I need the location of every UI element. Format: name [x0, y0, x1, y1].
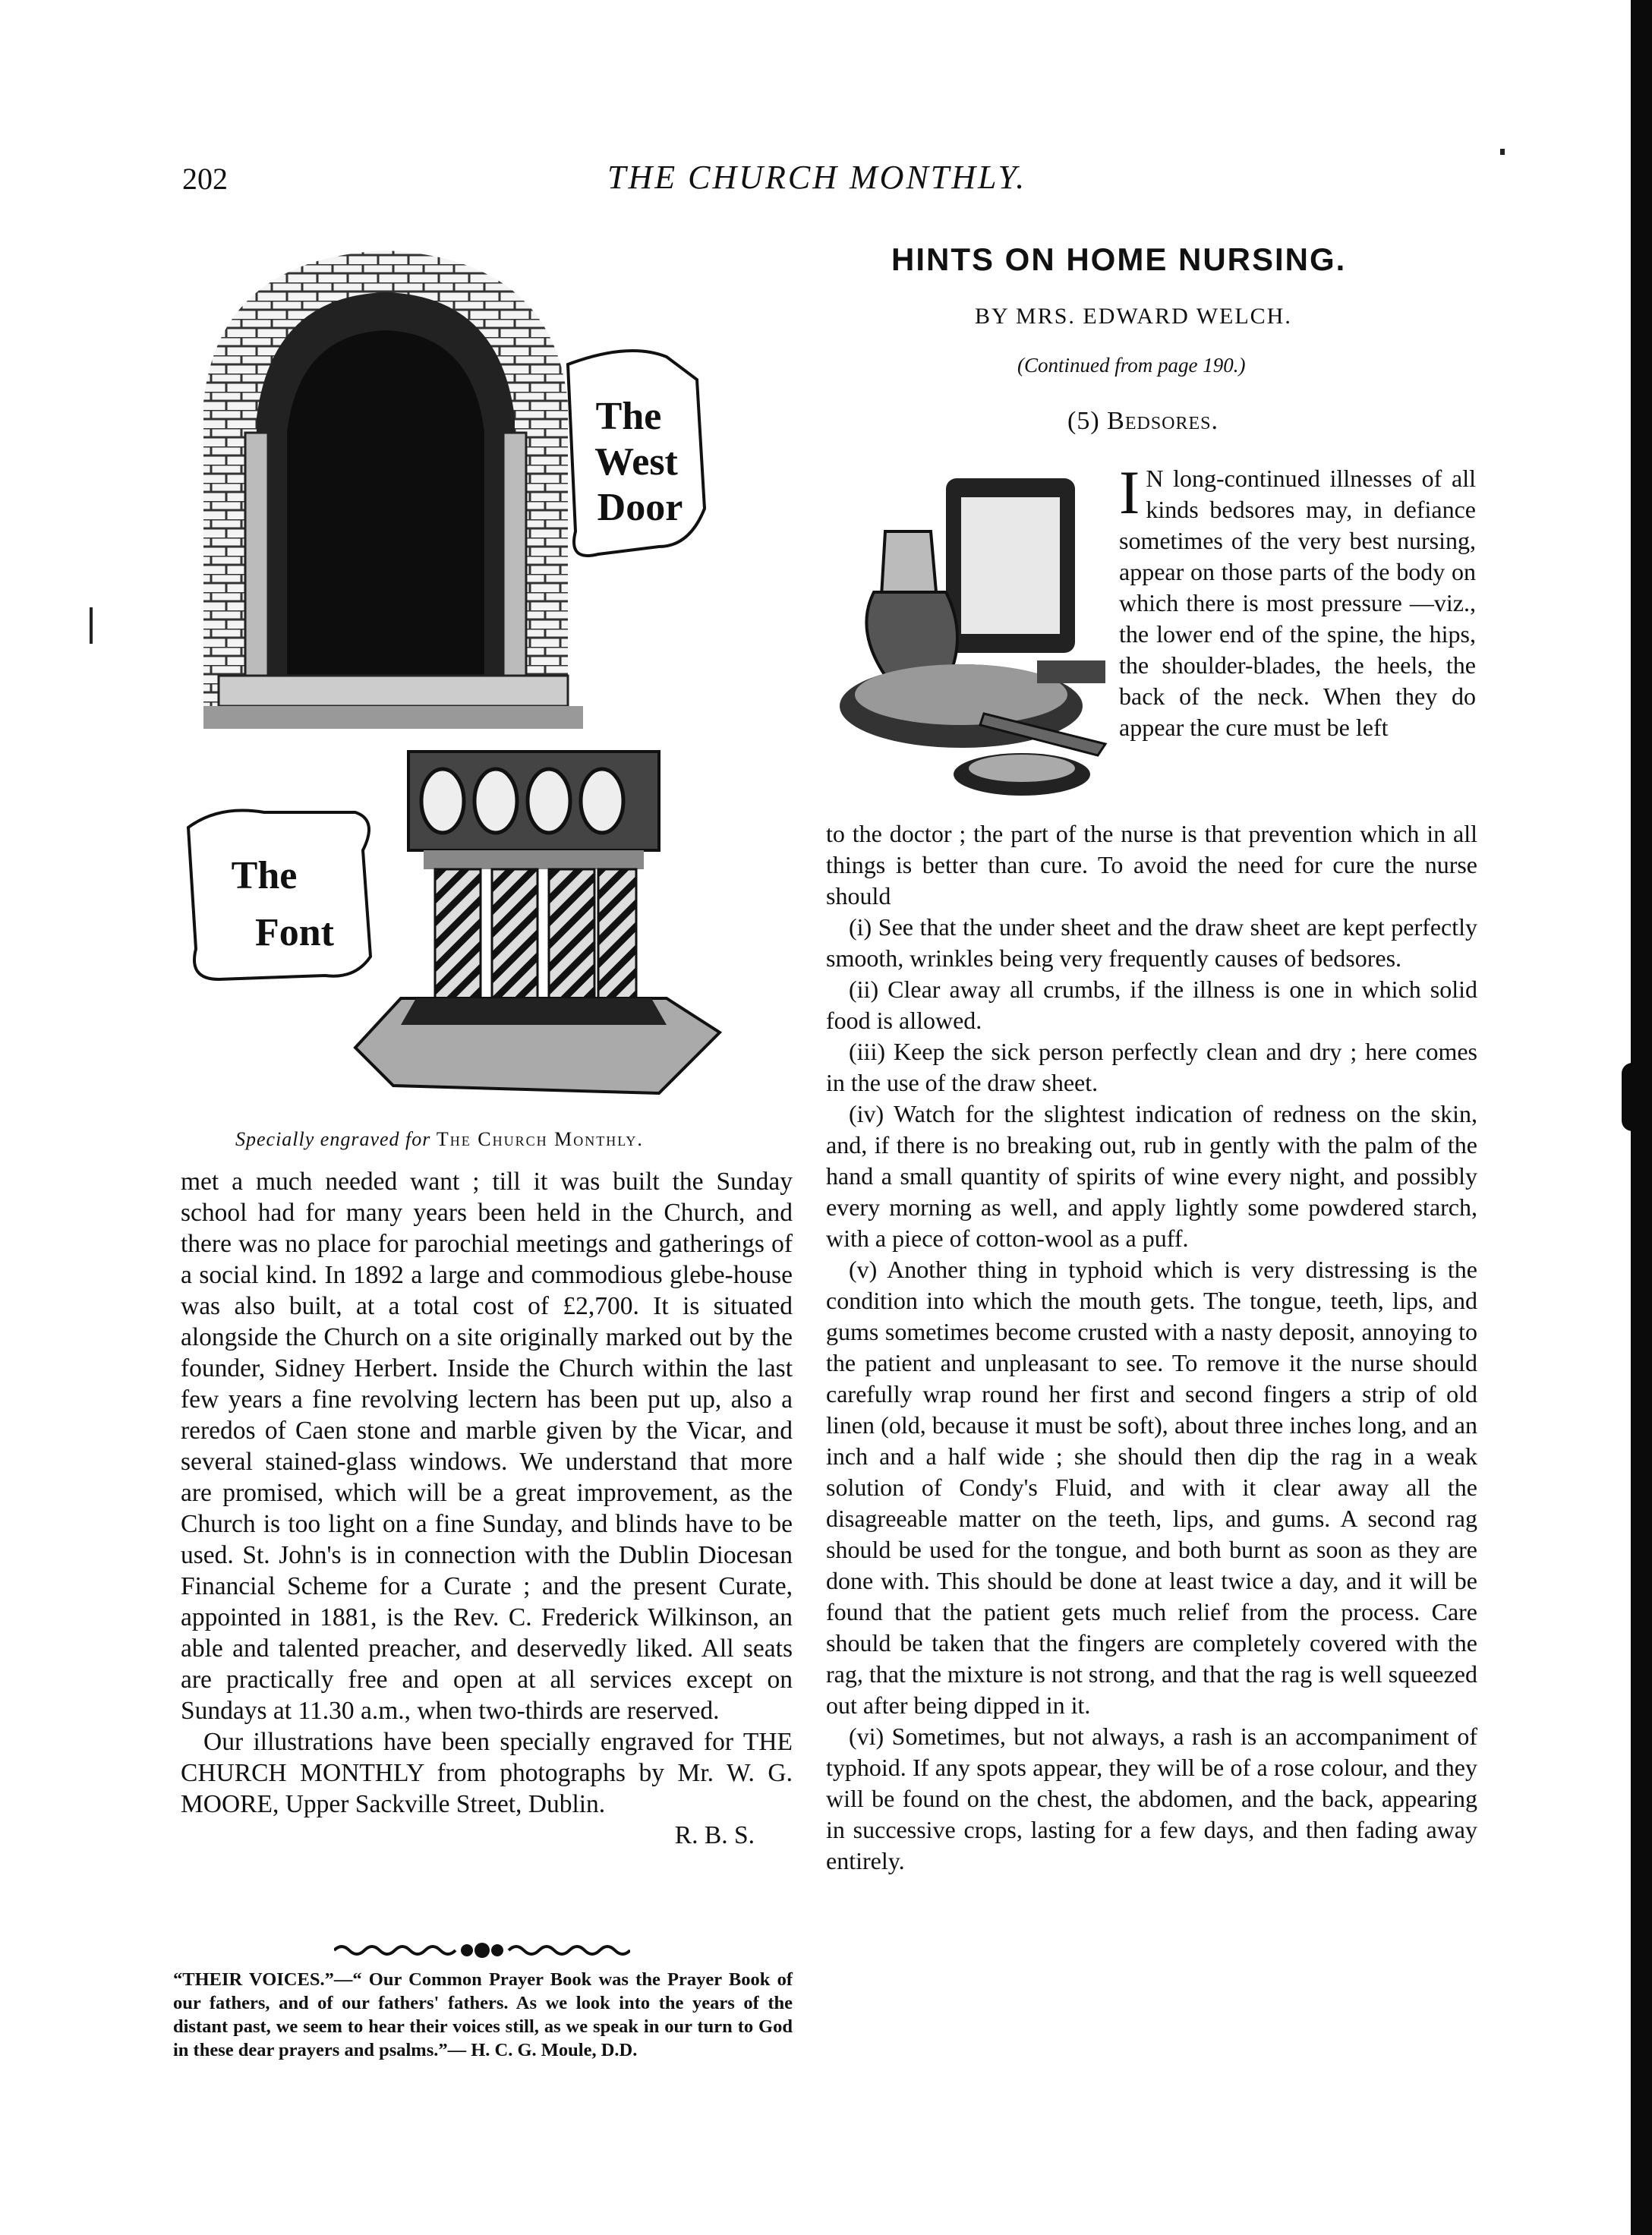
section-heading: (5) Bedsores. — [1067, 407, 1219, 435]
intro-continued: to the doctor ; the part of the nurse is that prevention which in all things is better than cure. To avoid the need for cure the nurse should — [826, 820, 1477, 909]
list-item-i: (i) See that the under sheet and the draw sheet are kept perfectly smooth, wrinkles being very frequently causes of bedsores. — [826, 913, 1477, 972]
scan-edge — [1631, 0, 1652, 2235]
list-item-v: (v) Another thing in typhoid which is very distressing is the condition into which the mouth gets. The tongue, teeth, lips, and gums sometimes become crusted with a nasty deposit, annoying to the patient and unpleasant to see. To remove it the nurse should carefully wrap round her first and second fingers a strip of old linen (old, because it must be soft), about three inches long, and an inch and a half wide ; she should then dip the rag in a weak solution of Condy's Fluid, and with it clear away all the disagreeable matter on the teeth, lips, and gums. A second rag should be used for the tongue, and both burnt as soon as they are done with. This should be done at least twice a day, and it will be found that the patient gets much relief from the process. Care should be taken that the fingers are completely covered with the rag, that the mixture is not strong, and that the rag is well squeezed out after being dipped in it. — [826, 1256, 1477, 1719]
article-byline: BY MRS. EDWARD WELCH. — [975, 304, 1292, 329]
continued-note: (Continued from page 190.) — [1017, 354, 1246, 377]
nursing-items-drawing — [832, 463, 1121, 805]
list-item-vi: (vi) Sometimes, but not always, a rash is an accompaniment of typhoid. If any spots appear, they will be of a rose colour, and they will be found on the chest, the abdomen, and the back, appearing in successive crops, lasting for a few days, and then fading away entirely. — [826, 1723, 1477, 1874]
left-paragraph-1: met a much needed want ; till it was built the Sunday school had for many years been held in the Church, and there was no place for parochial meetings and gatherings of a social kind. In 1892 a large and commodious glebe-house was also built, at a total cost of £2,700. It is situated alongside the Church on a site originally marked out by the founder, Sidney Herbert. Inside the Church within the last few years a fine revolving lectern has been put up, also a reredos of Caen stone and marble given by the Vicar, and several stained-glass windows. We understand that more are promised, which will be a great improvement, as the Church is too light on a fine Sunday, and blinds have to be used. St. John's is in connection with the Dublin Diocesan Financial Scheme for a Curate ; and the present Curate, appointed in 1881, is the Rev. C. Frederick Wilkinson, an able and talented preacher, and deservedly liked. All seats are practically free and open at all services except on Sundays at 11.30 a.m., when two-thirds are reserved. — [181, 1168, 793, 1725]
article-intro — [1119, 458, 1476, 743]
page-number: 202 — [182, 162, 228, 196]
left-paragraph-2: Our illustrations have been specially engraved for THE CHURCH MONTHLY from photographs by Mr. W. G. MOORE, Upper Sackville Street, Dublin. — [181, 1728, 793, 1818]
running-title: THE CHURCH MONTHLY. — [607, 159, 1027, 196]
list-item-iv: (iv) Watch for the slightest indication of redness on the skin, and, if there is no breaking out, rub in gently with the palm of the hand a small quantity of spirits of wine every night, and possibly every morning as well, and apply lightly some powdered starch, with a piece of cotton-wool as a puff. — [826, 1100, 1477, 1252]
intro-text: N long-continued illnesses of all kinds bedsores may, in defiance sometimes of the very best nursing, appear on those parts of the body on which there is most pressure —viz., the lower end of the spine, the hips, the shoulder-blades, the heels, the back of the neck. When they do appear the cure must be left — [1119, 465, 1476, 741]
closing-quote: “THEIR VOICES.”—“ Our Common Prayer Book was the Prayer Book of our fathers, and of our fathers' fathers. As we look into the years of the distant past, we seem to hear their voices still, as we speak in our turn to God in these dear prayers and psalms.”— H. C. G. Moule, D.D. — [173, 1969, 793, 2060]
drop-cap: I — [1119, 458, 1140, 527]
scan-edge-notch — [1622, 1063, 1644, 1131]
font-engraving — [355, 752, 720, 1093]
west-door-label-2: West — [594, 440, 678, 484]
church-illustrations — [173, 228, 796, 1124]
scan-mark — [90, 607, 93, 644]
illustration-caption — [235, 1128, 644, 1151]
west-door-plaque — [568, 351, 705, 556]
font-label-2: Font — [255, 911, 334, 954]
font-label-1: The — [231, 854, 298, 897]
west-door-engraving — [203, 251, 583, 729]
caption-publication: The Church Monthly. — [436, 1128, 644, 1150]
left-column — [181, 1166, 793, 1851]
font-plaque — [188, 811, 370, 980]
engraving-drawing — [173, 228, 796, 1124]
list-item-iii: (iii) Keep the sick person perfectly clean and dry ; here comes in the use of the draw sheet. — [826, 1038, 1477, 1096]
west-door-label-3: Door — [597, 486, 683, 529]
article-body — [826, 818, 1477, 1877]
ornamental-divider — [334, 1939, 630, 1962]
west-door-label-1: The — [595, 395, 662, 438]
caption-prefix: Specially engraved for — [235, 1128, 431, 1150]
nursing-items-illustration — [832, 463, 1121, 805]
article-title: HINTS ON HOME NURSING. — [891, 241, 1347, 277]
signature: R. B. S. — [674, 1821, 755, 1849]
list-item-ii: (ii) Clear away all crumbs, if the illness is one in which solid food is allowed. — [826, 976, 1477, 1034]
scan-dot — [1500, 149, 1505, 155]
